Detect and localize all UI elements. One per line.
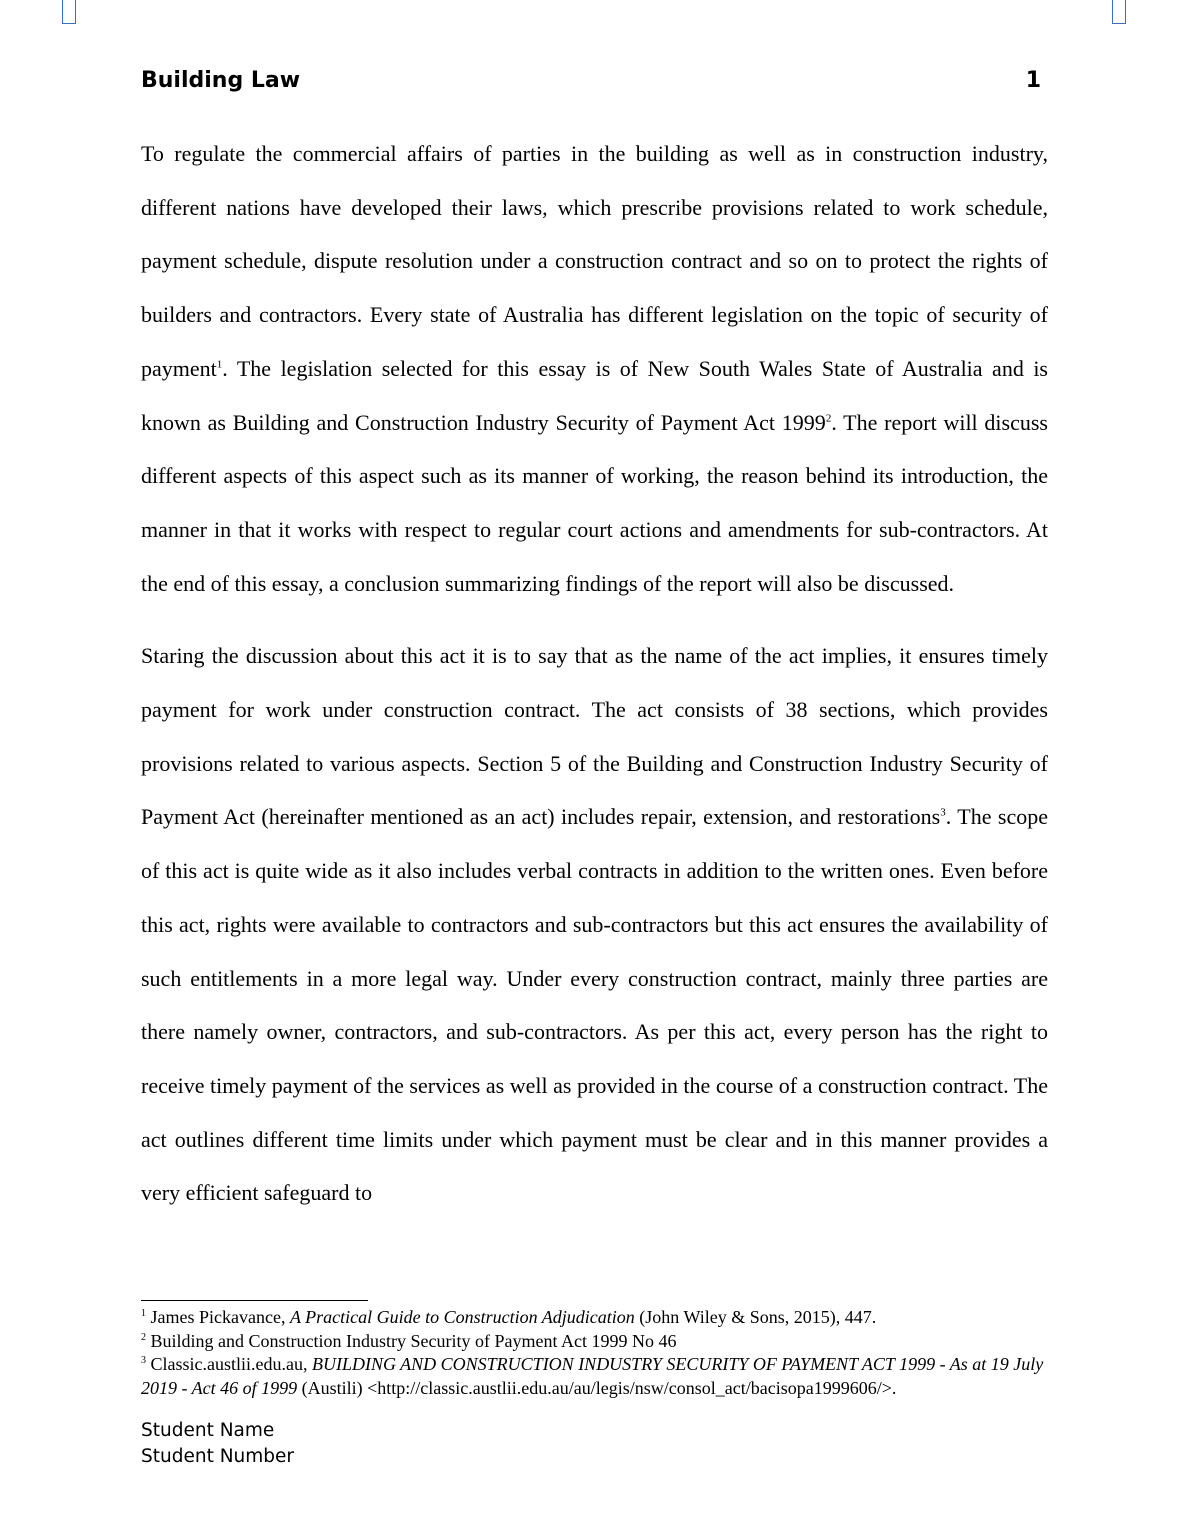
footnote-1-pre: James Pickavance, — [146, 1307, 290, 1327]
footnote-ref-3[interactable]: 3 — [940, 807, 946, 820]
footnote-3 — [141, 1353, 1048, 1400]
page-header — [141, 68, 1041, 100]
footnote-1-post: (John Wiley & Sons, 2015), 447. — [634, 1307, 877, 1327]
paragraph-2 — [141, 629, 1048, 1220]
paragraph-1-part-a: To regulate the commercial affairs of parties in the building as well as in construction industry, different nations have developed their laws, which prescribe provisions related to work schedule, payment schedule, dispute resolution under a construction contract and so on to protect the rights of builders and contractors. Every state of Australia has different legislation on the topic of security of payment — [141, 141, 1048, 381]
page-footer — [141, 1418, 294, 1470]
footnote-1-title: A Practical Guide to Construction Adjudication — [289, 1307, 635, 1327]
footnote-2-number: 2 — [141, 1331, 146, 1343]
paragraph-1-part-c: . The report will discuss different aspects of this aspect such as its manner of working, the reason behind its introduction, the manner in that it works with respect to regular court actions and amendments for sub-contractors. At the end of this essay, a conclusion summarizing findings of the report will also be discussed. — [141, 409, 1048, 596]
footnote-3-pre: Classic.austlii.edu.au, — [146, 1354, 312, 1374]
header-title: Building Law — [141, 68, 301, 93]
footnote-2-text: Building and Construction Industry Security of Payment Act 1999 No 46 — [146, 1330, 677, 1351]
student-name: Student Name — [141, 1420, 275, 1441]
footnote-ref-2[interactable]: 2 — [825, 412, 832, 425]
crop-mark-right — [1112, 0, 1126, 24]
footnote-1-number: 1 — [141, 1308, 146, 1319]
footnotes — [141, 1306, 1048, 1400]
paragraph-1 — [141, 127, 1048, 610]
footnote-3-post: (Austili) <http://classic.austlii.edu.au/au/legis/nsw/consol_act/bacisopa1999606/>. — [297, 1377, 897, 1398]
footnote-ref-1[interactable]: 1 — [216, 358, 223, 371]
page-number: 1 — [1025, 68, 1041, 93]
paragraph-2-part-b: . The scope of this act is quite wide as it also includes verbal contracts in addition to the written ones. Even before this act, rights were available to contractors and sub-contractors but this act ensures the availability of such entitlements in a more legal way. Under every construction contract, mainly three parties are there namely owner, contractors, and sub-contractors. As per this act, every person has the right to receive timely payment of the services as well as provided in the course of a construction contract. The act outlines different time limits under which payment must be clear and in this manner provides a very efficient safeguard to — [141, 804, 1048, 1206]
crop-mark-left — [62, 0, 76, 24]
body-text — [141, 127, 1048, 1220]
student-number: Student Number — [141, 1446, 295, 1467]
footnote-3-title: BUILDING AND CONSTRUCTION INDUSTRY SECURITY OF PAYMENT ACT 1999 - As at 19 July 2019 - Act 46 of 1999 — [141, 1354, 1044, 1398]
footnote-1 — [141, 1306, 1048, 1330]
footnote-2 — [141, 1330, 1048, 1354]
paragraph-1-part-b: . The legislation selected for this essay is of New South Wales State of Australia and is known as Building and Construction Industry Security of Payment Act 1999 — [141, 355, 1048, 435]
footnote-separator — [141, 1300, 368, 1301]
paragraph-2-part-a: Staring the discussion about this act it is to say that as the name of the act implies, it ensures timely payment for work under construction contract. The act consists of 38 sections, which provides provisions related to various aspects. Section 5 of the Building and Construction Industry Security of Payment Act (hereinafter mentioned as an act) includes repair, extension, and restorations — [141, 643, 1048, 830]
footnote-3-number: 3 — [141, 1355, 146, 1366]
